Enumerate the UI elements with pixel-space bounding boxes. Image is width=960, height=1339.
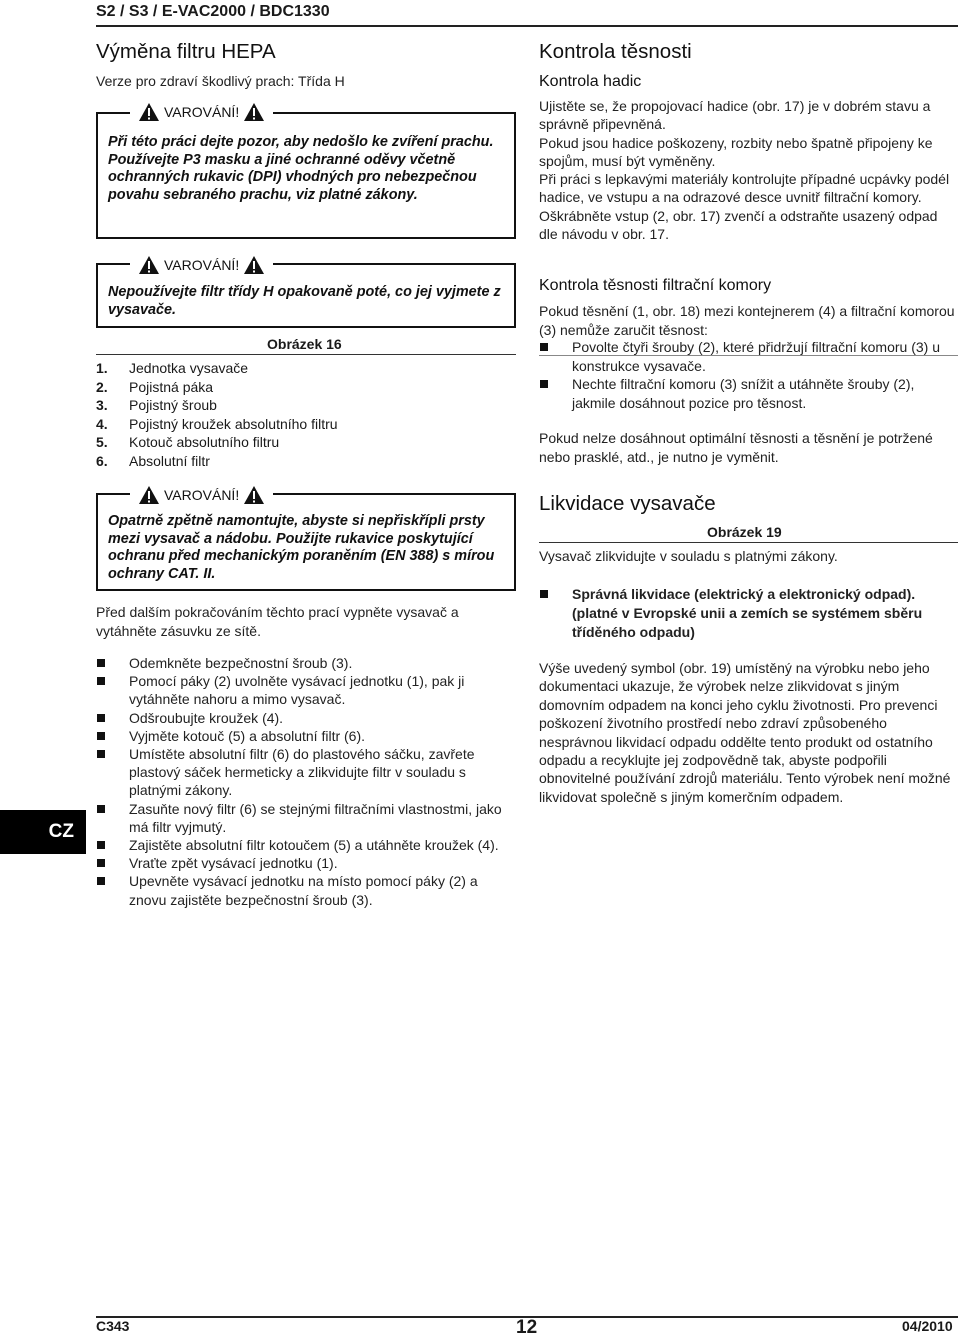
list-item: Umístěte absolutní filtr (6) do plastového sáčku, zavřete plastový sáček hermeticky a zlikvidujte filtr v souladu s platnými zákony. xyxy=(96,745,516,800)
list-item xyxy=(96,433,338,452)
part-label: Kotouč absolutního filtru xyxy=(129,434,280,450)
figure-rule xyxy=(539,542,958,543)
language-tab-label: CZ xyxy=(48,821,74,842)
part-label: Pojistná páka xyxy=(129,378,214,395)
list-item xyxy=(96,359,338,378)
footer-page-number: 12 xyxy=(516,1317,538,1338)
list-item: Správná likvidace (elektrický a elektronický odpad). (platné v Evropské unii a zemích se systémem sběru tříděného odpadu) xyxy=(539,585,959,642)
list-item: Zajistěte absolutní filtr kotoučem (5) a utáhněte kroužek (4). xyxy=(96,836,516,854)
warning-box-reassembly xyxy=(96,493,516,591)
part-label: Pojistný kroužek absolutního filtru xyxy=(129,415,338,432)
list-item: Nechte filtrační komoru (3) snížit a utáhněte šrouby (2), jakmile dosáhnout pozice pro těsnost. xyxy=(539,375,957,412)
part-label: Pojistný šroub xyxy=(129,397,217,413)
subsection-title-chamber: Kontrola těsnosti filtrační komory xyxy=(539,277,772,294)
disposal-body: Výše uvedený symbol (obr. 19) umístěný na výrobku nebo jeho dokumentaci ukazuje, že výrobek nelze zlikvidovat s jiným domovním odpadem na konci jeho cyklu životnosti. Pro prevenci poškození životního prostředí nebo zdraví způsobeného nesprávnou likvidací odpadu oddělte tento produkt od ostatního odpadu a recyklujte jej zodpovědně tak, abyste podpořili obnovitelné používání zdrojů materiálu. Tento výrobek není možné likvidovat společně s jiným komerčním odpadem. xyxy=(539,660,951,805)
chamber-note: Pokud nelze dosáhnout optimální těsnosti a těsnění je potržené nebo prasklé, atd., je nutno je vyměnit. xyxy=(539,430,933,465)
figure-caption-19: Obrázek 19 xyxy=(707,524,782,540)
warning-heading xyxy=(130,484,273,506)
chamber-intro: Pokud těsnění (1, obr. 18) mezi kontejnerem (4) a filtrační komorou (3) nemůže zaručit těsnost: xyxy=(539,303,955,338)
warning-triangle-icon xyxy=(138,102,160,122)
list-item: Povolte čtyři šrouby (2), které přidržují filtrační komoru (3) u konstrukce vysavače. xyxy=(539,338,957,375)
disposal-intro: Vysavač zlikvidujte v souladu s platnými zákony. xyxy=(539,548,838,564)
warning-triangle-icon xyxy=(243,102,265,122)
warning-box-dust xyxy=(96,112,516,239)
hoses-text-block xyxy=(539,97,959,243)
hepa-steps-list xyxy=(96,654,516,909)
part-number: 6. xyxy=(96,452,108,469)
warning-heading xyxy=(130,254,273,276)
part-number: 4. xyxy=(96,415,108,432)
list-item xyxy=(96,378,338,397)
paragraph: Pokud jsou hadice poškozeny, rozbity nebo špatně připojeny ke spojům, musí být vyměněny. xyxy=(539,134,933,169)
part-number: 3. xyxy=(96,397,108,413)
part-label: Absolutní filtr xyxy=(129,452,210,469)
hepa-intro: Před dalším pokračováním těchto prací vypněte vysavač a vytáhněte zásuvku ze sítě. xyxy=(96,604,459,639)
warning-label: VAROVÁNÍ! xyxy=(164,487,240,503)
warning-text: Nepoužívejte filtr třídy H opakovaně poté, co jej vyjmete z vysavače. xyxy=(108,284,501,318)
hepa-subtitle: Verze pro zdraví škodlivý prach: Třída H xyxy=(96,73,345,89)
subsection-title-hoses: Kontrola hadic xyxy=(539,73,642,90)
list-item: Pomocí páky (2) uvolněte vysávací jednotku (1), pak ji vytáhněte nahoru a mimo vysavač. xyxy=(96,672,516,708)
list-item: Odemkněte bezpečnostní šroub (3). xyxy=(96,654,516,672)
parts-list xyxy=(96,359,338,470)
section-title-hepa: Výměna filtru HEPA xyxy=(96,40,276,63)
section-title-leak-check: Kontrola těsnosti xyxy=(539,40,692,63)
part-number: 2. xyxy=(96,378,108,395)
language-tab xyxy=(0,810,86,854)
warning-text: Při této práci dejte pozor, aby nedošlo ke zvíření prachu. Používejte P3 masku a jiné ochranné oděvy včetně ochranných rukavic (DPI) vhodných pro nebezpečnou povahu sebraného prachu, viz platné zákony. xyxy=(108,134,494,203)
warning-triangle-icon xyxy=(243,255,265,275)
warning-triangle-icon xyxy=(243,485,265,505)
list-item: Vraťte zpět vysávací jednotku (1). xyxy=(96,854,516,872)
part-label: Jednotka vysavače xyxy=(129,360,249,376)
chamber-steps-list xyxy=(539,338,957,412)
figure-rule xyxy=(96,354,516,355)
list-item: Zasuňte nový filtr (6) se stejnými filtračními vlastnostmi, jako má filtr vyjmutý. xyxy=(96,800,516,836)
part-number: 5. xyxy=(96,434,108,450)
warning-heading xyxy=(130,101,273,123)
list-item: Vyjměte kotouč (5) a absolutní filtr (6). xyxy=(96,727,516,745)
document-header-title: S2 / S3 / E-VAC2000 / BDC1330 xyxy=(96,3,330,20)
warning-label: VAROVÁNÍ! xyxy=(164,104,240,120)
footer-doc-code: C343 xyxy=(96,1318,130,1334)
list-item: Upevněte vysávací jednotku na místo pomocí páky (2) a znovu zajistěte bezpečnostní šroub (3). xyxy=(96,872,516,908)
warning-text: Opatrně zpětně namontujte, abyste si nepřiskřípli prsty mezi vysavač a nádobu. Použijte rukavice poskytující ochranu před mechanickým poraněním (EN 388) s mírou ochrany CAT. II. xyxy=(108,513,495,582)
warning-label: VAROVÁNÍ! xyxy=(164,257,240,273)
list-item xyxy=(96,396,338,415)
paragraph: Ujistěte se, že propojovací hadice (obr. 17) je v dobrém stavu a správně připevněná. xyxy=(539,98,931,133)
part-number: 1. xyxy=(96,360,108,376)
warning-triangle-icon xyxy=(138,485,160,505)
header-rule xyxy=(96,25,958,27)
list-item xyxy=(96,415,338,434)
list-item xyxy=(96,452,338,471)
list-item: Odšroubujte kroužek (4). xyxy=(96,709,516,727)
paragraph: Oškrábněte vstup (2, obr. 17) zvenčí a odstraňte usazený odpad dle návodu v obr. 17. xyxy=(539,207,938,243)
paragraph: Při práci s lepkavými materiály kontrolujte případné ucpávky podél hadice, ve vstupu a na odrazové desce uvnitř filtrační komory. xyxy=(539,171,950,206)
footer-date: 04/2010 xyxy=(902,1318,953,1334)
figure-caption-16: Obrázek 16 xyxy=(267,336,342,352)
section-title-disposal: Likvidace vysavače xyxy=(539,492,716,515)
warning-triangle-icon xyxy=(138,255,160,275)
disposal-bullet-list xyxy=(539,585,959,642)
